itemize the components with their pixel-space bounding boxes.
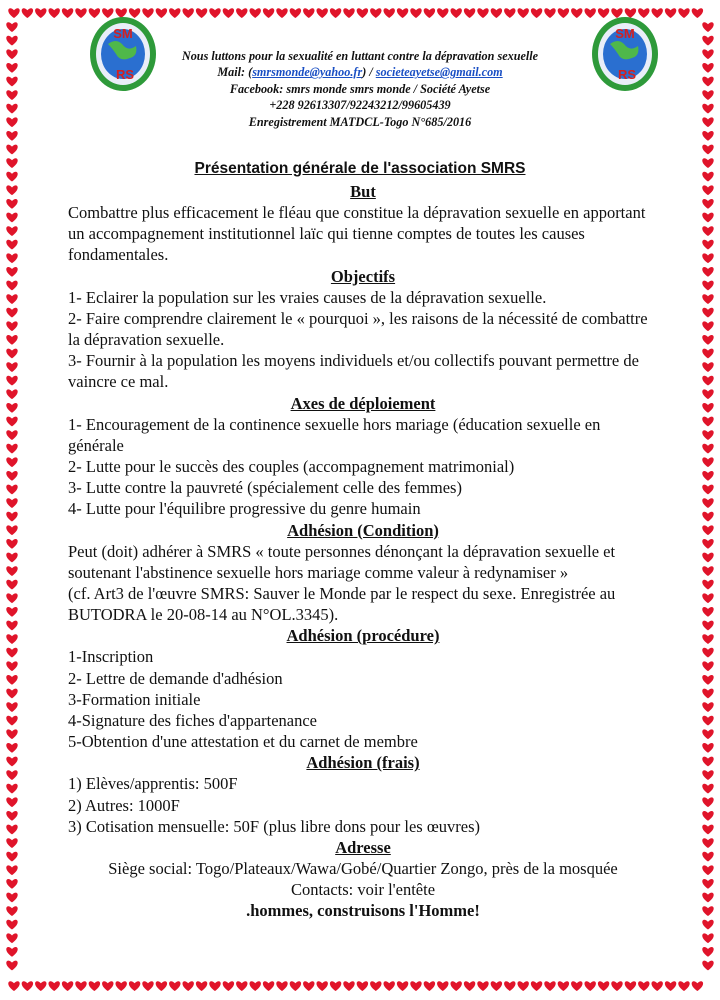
heart-icon (6, 580, 17, 590)
heart-icon (6, 784, 17, 794)
heart-icon (290, 981, 301, 991)
heart-icon (6, 294, 17, 304)
axe-item: 4- Lutte pour l'équilibre progressive du genre humain (68, 499, 421, 519)
heart-icon (6, 729, 17, 739)
heart-icon (702, 77, 713, 87)
frais-item: 2) Autres: 1000F (68, 795, 180, 815)
heart-icon (169, 8, 180, 18)
heart-icon (263, 8, 274, 18)
heart-icon (702, 525, 713, 535)
heart-icon (182, 981, 193, 991)
heart-icon (450, 8, 461, 18)
heart-icon (702, 430, 713, 440)
heart-icon (62, 981, 73, 991)
heart-icon (6, 893, 17, 903)
procedure-item: 1-Inscription (68, 647, 154, 667)
heart-icon (330, 981, 341, 991)
heart-icon (6, 362, 17, 372)
heart-icon (6, 253, 17, 263)
frais-item: 3) Cotisation mensuelle: 50F (plus libre dons pour les œuvres) (68, 816, 480, 836)
heart-icon (6, 63, 17, 73)
heart-icon (182, 8, 193, 18)
heart-icon (236, 981, 247, 991)
heart-icon (702, 906, 713, 916)
heart-icon (571, 8, 582, 18)
heart-icon (638, 981, 649, 991)
heart-icon (424, 8, 435, 18)
heart-icon (437, 8, 448, 18)
heart-icon (491, 8, 502, 18)
heart-icon (702, 893, 713, 903)
heart-icon (249, 8, 260, 18)
header-registration: Enregistrement MATDCL-Togo N°685/2016 (248, 114, 472, 129)
heart-icon (702, 947, 713, 957)
heart-icon (702, 512, 713, 522)
objectif-item: 1- Eclairer la population sur les vraies causes de la dépravation sexuelle. (68, 287, 547, 307)
heart-icon (35, 8, 46, 18)
heart-icon (6, 457, 17, 467)
heart-icon (702, 784, 713, 794)
heart-icon (6, 213, 17, 223)
heart-icon (702, 104, 713, 114)
heart-icon (6, 838, 17, 848)
heart-icon (6, 825, 17, 835)
heading-axes: Axes de déploiement (290, 393, 436, 413)
heart-icon (437, 981, 448, 991)
heart-icon (702, 36, 713, 46)
siege-social: Siège social: Togo/Plateaux/Wawa/Gobé/Quartier Zongo, près de la mosquée (108, 859, 618, 879)
heart-icon (6, 593, 17, 603)
heart-icon (504, 981, 515, 991)
heart-icon (702, 376, 713, 386)
heart-icon (702, 539, 713, 549)
heart-icon (517, 981, 528, 991)
heart-icon (702, 702, 713, 712)
condition-text: Peut (doit) adhérer à SMRS « toute personnes dénonçant la dépravation sexuelle et soutenant l'abstinence sexuelle hors mariage comme valeur à redynamiser » (68, 541, 616, 582)
heart-icon (6, 403, 17, 413)
heart-icon (6, 525, 17, 535)
heart-icon (702, 797, 713, 807)
heart-icon (6, 906, 17, 916)
heart-icon (702, 63, 713, 73)
heart-icon (6, 131, 17, 141)
condition-reference: (cf. Art3 de l'œuvre SMRS: Sauver le Monde par le respect du sexe. Enregistrée au BUTODRA le 20-08-14 au N°OL.3345). (68, 584, 616, 625)
heart-icon (702, 281, 713, 291)
heart-icon (209, 981, 220, 991)
heart-icon (6, 240, 17, 250)
heart-icon (702, 49, 713, 59)
heart-icon (290, 8, 301, 18)
heart-icon (357, 8, 368, 18)
heart-icon (702, 403, 713, 413)
heart-icon (316, 8, 327, 18)
mail-link-gmail[interactable]: societeayetse@gmail.com (375, 65, 503, 80)
heart-icon (665, 8, 676, 18)
heart-icon (6, 335, 17, 345)
heart-icon (129, 981, 140, 991)
heart-icon (6, 512, 17, 522)
objectif-item: 2- Faire comprendre clairement le « pourquoi », les raisons de la nécessité de combattre la dépravation sexuelle. (68, 308, 648, 350)
heart-icon (702, 199, 713, 209)
contacts-text: Contacts: voir l'entête (290, 880, 436, 900)
heart-icon (702, 117, 713, 127)
heart-icon (303, 981, 314, 991)
heart-icon (6, 865, 17, 875)
heart-icon (6, 226, 17, 236)
heart-icon (115, 981, 126, 991)
header-mail: Mail: (smrsmonde@yahoo.fr) / societeayetse@gmail.com (217, 65, 503, 80)
heart-icon (702, 689, 713, 699)
heart-icon (343, 8, 354, 18)
heart-icon (491, 981, 502, 991)
heart-icon (89, 981, 100, 991)
heart-icon (6, 281, 17, 291)
heart-icon (6, 49, 17, 59)
heart-icon (6, 607, 17, 617)
heart-icon (156, 981, 167, 991)
heart-icon (142, 981, 153, 991)
heart-icon (6, 621, 17, 631)
heart-icon (6, 376, 17, 386)
heart-icon (702, 553, 713, 563)
heart-icon (6, 553, 17, 563)
heart-icon (702, 213, 713, 223)
heart-icon (702, 349, 713, 359)
heart-icon (702, 920, 713, 930)
heart-icon (397, 8, 408, 18)
heart-icon (702, 226, 713, 236)
heart-icon (6, 920, 17, 930)
heart-icon (6, 444, 17, 454)
heart-icon (424, 981, 435, 991)
heart-icon (702, 716, 713, 726)
heart-icon (6, 321, 17, 331)
heart-icon (6, 648, 17, 658)
heart-icon (263, 981, 274, 991)
document-title: Présentation générale de l'association SMRS (194, 160, 526, 177)
heart-icon (6, 933, 17, 943)
heart-icon (702, 485, 713, 495)
svg-text:RS: RS (115, 67, 135, 82)
heart-icon (702, 770, 713, 780)
heart-icon (571, 981, 582, 991)
heart-icon (702, 253, 713, 263)
procedure-item: 2- Lettre de demande d'adhésion (68, 668, 283, 688)
heart-icon (6, 879, 17, 889)
svg-text:SM: SM (615, 26, 635, 41)
heart-icon (6, 145, 17, 155)
heart-icon (584, 981, 595, 991)
heart-icon (6, 199, 17, 209)
heart-icon (702, 308, 713, 318)
heart-icon (6, 389, 17, 399)
heart-icon (702, 471, 713, 481)
heart-icon (702, 933, 713, 943)
heart-icon (6, 675, 17, 685)
heart-icon (102, 981, 113, 991)
axe-item: 1- Encouragement de la continence sexuelle hors mariage (éducation sexuelle en générale (68, 414, 601, 455)
heart-icon (6, 770, 17, 780)
slogan: .hommes, construisons l'Homme! (246, 901, 480, 921)
heart-icon (558, 981, 569, 991)
heart-icon (702, 879, 713, 889)
heart-icon (702, 621, 713, 631)
heart-icon (702, 457, 713, 467)
heart-icon (702, 825, 713, 835)
heart-icon (702, 811, 713, 821)
heart-icon (6, 430, 17, 440)
procedure-item: 5-Obtention d'une attestation et du carnet de membre (68, 732, 418, 752)
heart-icon (169, 981, 180, 991)
heart-icon (6, 961, 17, 971)
heart-icon (343, 981, 354, 991)
heart-icon (464, 8, 475, 18)
heart-icon (75, 8, 86, 18)
heart-icon (678, 981, 689, 991)
heart-icon (702, 185, 713, 195)
heart-icon (357, 981, 368, 991)
heart-icon (6, 349, 17, 359)
heart-icon (611, 981, 622, 991)
heart-icon (477, 981, 488, 991)
heart-icon (702, 498, 713, 508)
heart-icon (249, 981, 260, 991)
heart-icon (223, 8, 234, 18)
header-facebook: Facebook: smrs monde smrs monde / Société Ayetse (229, 81, 491, 96)
letterhead (62, 48, 658, 140)
heart-icon (598, 981, 609, 991)
heart-icon (702, 593, 713, 603)
heart-icon (702, 240, 713, 250)
heart-icon (6, 811, 17, 821)
heart-icon (6, 947, 17, 957)
heart-icon (544, 8, 555, 18)
heart-icon (383, 981, 394, 991)
heart-icon (702, 838, 713, 848)
heart-icon (450, 981, 461, 991)
heart-icon (48, 981, 59, 991)
axe-item: 2- Lutte pour le succès des couples (accompagnement matrimonial) (68, 457, 515, 477)
heart-icon (702, 607, 713, 617)
heading-adhesion-procedure: Adhésion (procédure) (286, 626, 440, 646)
procedure-item: 3-Formation initiale (68, 689, 201, 709)
heart-icon (678, 8, 689, 18)
svg-text:RS: RS (617, 67, 637, 82)
svg-text:SM: SM (113, 26, 133, 41)
heading-adhesion-condition: Adhésion (Condition) (287, 520, 439, 540)
heart-icon (6, 661, 17, 671)
heart-icon (702, 757, 713, 767)
heart-icon (651, 981, 662, 991)
heart-icon (330, 8, 341, 18)
heart-icon (702, 961, 713, 971)
heart-icon (276, 8, 287, 18)
heart-icon (625, 981, 636, 991)
heart-icon (6, 417, 17, 427)
heart-icon (6, 185, 17, 195)
mail-link-yahoo[interactable]: smrsmonde@yahoo.fr (252, 65, 363, 80)
heart-icon (531, 8, 542, 18)
heart-icon (6, 498, 17, 508)
heart-icon (303, 8, 314, 18)
heart-icon (464, 981, 475, 991)
heart-icon (6, 117, 17, 127)
heart-icon (558, 8, 569, 18)
heart-icon (702, 852, 713, 862)
document-body (68, 181, 658, 922)
heart-icon (6, 689, 17, 699)
heart-icon (702, 865, 713, 875)
heart-icon (702, 145, 713, 155)
heading-adresse: Adresse (335, 838, 391, 858)
heart-icon (6, 757, 17, 767)
heart-icon (397, 981, 408, 991)
heart-icon (8, 981, 19, 991)
heart-icon (702, 321, 713, 331)
heart-icon (48, 8, 59, 18)
heart-icon (702, 267, 713, 277)
heart-icon (702, 580, 713, 590)
heading-adhesion-frais: Adhésion (frais) (306, 753, 420, 773)
heart-icon (692, 981, 703, 991)
heart-icon (702, 648, 713, 658)
heart-icon (196, 981, 207, 991)
but-text: Combattre plus efficacement le fléau que constitue la dépravation sexuelle en apportant un accompagnement institutionnel laïc qui tienne comptes de toutes les causes fondamentales. (68, 203, 646, 265)
header-motto: Nous luttons pour la sexualité en luttant contre la dépravation sexuelle (181, 49, 539, 63)
heart-icon (6, 104, 17, 114)
heading-but: But (350, 182, 376, 201)
heart-icon (370, 981, 381, 991)
heart-icon (702, 335, 713, 345)
heart-icon (702, 729, 713, 739)
heart-icon (702, 131, 713, 141)
heart-icon (209, 8, 220, 18)
heart-icon (702, 417, 713, 427)
heart-icon (517, 8, 528, 18)
heart-icon (6, 77, 17, 87)
axe-item: 3- Lutte contre la pauvreté (spécialement celle des femmes) (68, 478, 462, 498)
heart-icon (6, 308, 17, 318)
heart-icon (6, 90, 17, 100)
heart-icon (370, 8, 381, 18)
heart-icon (6, 485, 17, 495)
heart-icon (665, 981, 676, 991)
heart-icon (6, 634, 17, 644)
heart-icon (196, 8, 207, 18)
heart-icon (702, 566, 713, 576)
heart-icon (62, 8, 73, 18)
heart-icon (35, 981, 46, 991)
heart-icon (6, 743, 17, 753)
heart-icon (410, 981, 421, 991)
heart-icon (702, 90, 713, 100)
heart-icon (544, 981, 555, 991)
heart-icon (702, 743, 713, 753)
heart-icon (702, 294, 713, 304)
heart-icon (702, 675, 713, 685)
heart-icon (702, 661, 713, 671)
heart-icon (692, 8, 703, 18)
heart-icon (702, 634, 713, 644)
heart-icon (6, 471, 17, 481)
heart-icon (531, 981, 542, 991)
heart-icon (8, 8, 19, 18)
heart-icon (6, 852, 17, 862)
heart-icon (702, 362, 713, 372)
heart-icon (477, 8, 488, 18)
heart-icon (6, 36, 17, 46)
objectif-item: 3- Fournir à la population les moyens individuels et/ou collectifs pouvant permettre de vaincre ce mal. (68, 351, 639, 392)
heart-icon (6, 267, 17, 277)
heart-icon (316, 981, 327, 991)
heart-icon (383, 8, 394, 18)
heart-icon (6, 566, 17, 576)
heart-icon (236, 8, 247, 18)
procedure-item: 4-Signature des fiches d'appartenance (68, 711, 317, 731)
heart-icon (223, 981, 234, 991)
heart-icon (6, 22, 17, 32)
heart-icon (6, 702, 17, 712)
heart-icon (504, 8, 515, 18)
heart-icon (6, 797, 17, 807)
heart-icon (22, 981, 33, 991)
header-phone: +228 92613307/92243212/99605439 (269, 98, 451, 113)
heart-icon (22, 8, 33, 18)
heart-icon (6, 716, 17, 726)
heart-icon (410, 8, 421, 18)
heart-icon (276, 981, 287, 991)
frais-item: 1) Elèves/apprentis: 500F (68, 774, 238, 794)
heading-objectifs: Objectifs (330, 266, 396, 286)
heart-icon (702, 22, 713, 32)
heart-icon (702, 444, 713, 454)
heart-icon (75, 981, 86, 991)
heart-icon (6, 539, 17, 549)
heart-icon (702, 389, 713, 399)
